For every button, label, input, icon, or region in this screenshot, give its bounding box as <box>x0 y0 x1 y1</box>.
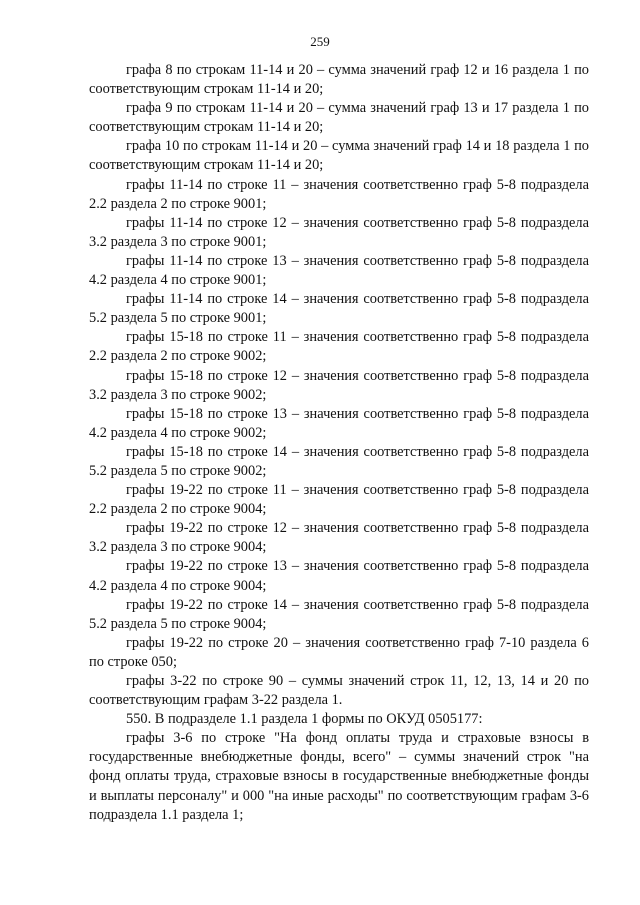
paragraph: графы 19-22 по строке 20 – значения соответственно граф 7-10 раздела 6 по строке 050; <box>89 634 589 670</box>
paragraph: графы 11-14 по строке 11 – значения соответственно граф 5-8 подраздела 2.2 раздела 2 по строке 9001; <box>89 176 589 212</box>
paragraph: графы 19-22 по строке 11 – значения соответственно граф 5-8 подраздела 2.2 раздела 2 по строке 9004; <box>89 482 589 518</box>
paragraph: 550. В подразделе 1.1 раздела 1 формы по ОКУД 0505177: <box>126 711 483 728</box>
paragraph: графы 15-18 по строке 12 – значения соответственно граф 5-8 подраздела 3.2 раздела 3 по строке 9002; <box>89 367 589 403</box>
paragraph: графы 3-6 по строке "На фонд оплаты труда и страховые взносы в государственные внебюджетные фонды, всего" – суммы значений строк "на фонд оплаты труда, страховые взносы в государственные внебюджетные фонды и выплаты персоналу" и 000 "на иные расходы" по соответствующим графам 3-6 подраздела 1.1 раздела 1; <box>89 730 589 823</box>
paragraph: графы 11-14 по строке 14 – значения соответственно граф 5-8 подраздела 5.2 раздела 5 по строке 9001; <box>89 291 589 327</box>
paragraph: графа 10 по строкам 11-14 и 20 – сумма значений граф 14 и 18 раздела 1 по соответствующим строкам 11-14 и 20; <box>89 138 589 174</box>
document-body <box>89 61 589 825</box>
paragraph: графы 19-22 по строке 12 – значения соответственно граф 5-8 подраздела 3.2 раздела 3 по строке 9004; <box>89 520 589 556</box>
paragraph: графа 8 по строкам 11-14 и 20 – сумма значений граф 12 и 16 раздела 1 по соответствующим строкам 11-14 и 20; <box>89 62 589 98</box>
paragraph: графы 11-14 по строке 12 – значения соответственно граф 5-8 подраздела 3.2 раздела 3 по строке 9001; <box>89 214 589 250</box>
paragraph: графа 9 по строкам 11-14 и 20 – сумма значений граф 13 и 17 раздела 1 по соответствующим строкам 11-14 и 20; <box>89 100 589 136</box>
paragraph: графы 19-22 по строке 13 – значения соответственно граф 5-8 подраздела 4.2 раздела 4 по строке 9004; <box>89 558 589 594</box>
paragraph: графы 19-22 по строке 14 – значения соответственно граф 5-8 подраздела 5.2 раздела 5 по строке 9004; <box>89 596 589 632</box>
paragraph: графы 15-18 по строке 11 – значения соответственно граф 5-8 подраздела 2.2 раздела 2 по строке 9002; <box>89 329 589 365</box>
paragraph: графы 11-14 по строке 13 – значения соответственно граф 5-8 подраздела 4.2 раздела 4 по строке 9001; <box>89 252 589 289</box>
paragraph: графы 15-18 по строке 14 – значения соответственно граф 5-8 подраздела 5.2 раздела 5 по строке 9002; <box>89 443 589 479</box>
paragraph: графы 15-18 по строке 13 – значения соответственно граф 5-8 подраздела 4.2 раздела 4 по строке 9002; <box>89 405 589 441</box>
paragraph: графы 3-22 по строке 90 – суммы значений строк 11, 12, 13, 14 и 20 по соответствующим графам 3-22 раздела 1. <box>89 673 589 709</box>
page-number: 259 <box>310 34 330 49</box>
